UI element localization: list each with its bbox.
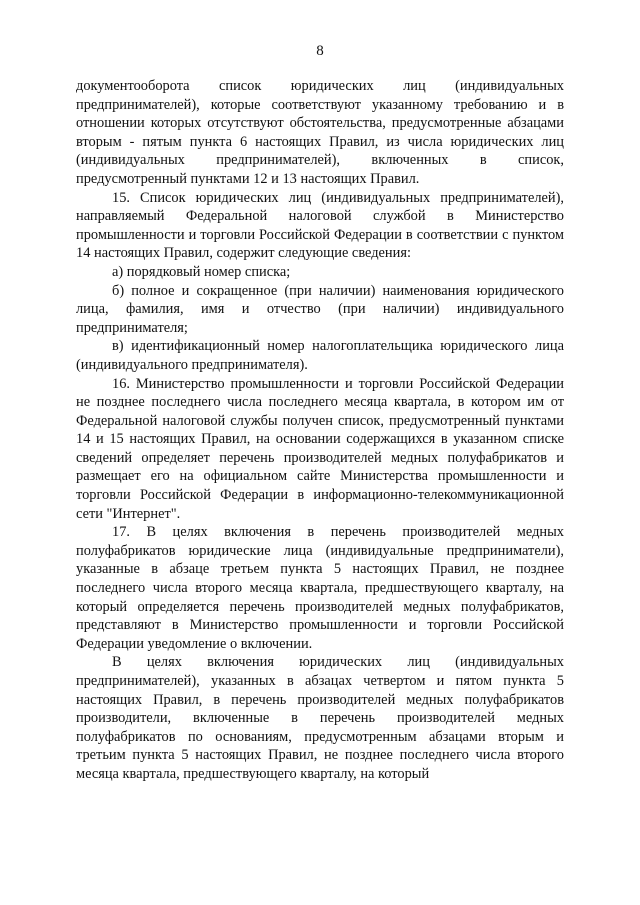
page-number: 8 — [316, 43, 324, 59]
paragraph-clause-15-a: а) порядковый номер списка; — [112, 263, 291, 280]
paragraph-clause-17-second: В целях включения юридических лиц (индивидуальных предпринимателей), указанных в абзацах четвертом и пятом пункта 5 настоящих Правил, в перечень производителей медных полуфабрикатов производители, включенные в перечень производителей медных полуфабрикатов по основаниям, предусмотренным абзацами вторым и третьим пункта 5 настоящих Правил, не позднее последнего числа второго месяца квартала, предшествующего кварталу, на который — [76, 654, 564, 782]
paragraph-clause-15-v: в) идентификационный номер налогоплательщика юридического лица (индивидуального предпринимателя). — [76, 338, 564, 373]
paragraph-clause-15: 15. Список юридических лиц (индивидуальных предпринимателей), направляемый Федеральной налоговой службой в Министерство промышленности и торговли Российской Федерации в соответствии с пунктом 14 настоящих Правил, содержит следующие сведения: — [76, 189, 564, 262]
paragraph-clause-17: 17. В целях включения в перечень производителей медных полуфабрикатов юридические лица (индивидуальные предприниматели), указанные в абзаце третьем пункта 5 настоящих Правил, не позднее последнего числа второго месяца квартала, предшествующего кварталу, на который определяется перечень производителей медных полуфабрикатов, представляют в Министерство промышленности и торговли Российской Федерации уведомление о включении. — [76, 524, 564, 652]
paragraph-clause-16: 16. Министерство промышленности и торговли Российской Федерации не позднее последнего числа последнего месяца квартала, в котором им от Федеральной налоговой службы получен список, предусмотренный пунктами 14 и 15 настоящих Правил, на основании содержащихся в указанном списке сведений определяет перечень производителей медных полуфабрикатов и размещает его на официальном сайте Министерства промышленности и торговли Российской Федерации в информационно-телекоммуникационной сети "Интернет". — [76, 375, 564, 522]
paragraph-continuation: документооборота список юридических лиц (индивидуальных предпринимателей), которые соответствуют указанному требованию и в отношении которых отсутствуют обстоятельства, предусмотренные абзацами вторым - пятым пункта 6 настоящих Правил, из числа юридических лиц (индивидуальных предпринимателей), включенных в список, предусмотренный пунктами 12 и 13 настоящих Правил. — [76, 78, 564, 187]
document-body — [76, 77, 564, 784]
paragraph-clause-15-b: б) полное и сокращенное (при наличии) наименования юридического лица, фамилия, имя и отчество (при наличии) индивидуального предпринимателя; — [76, 282, 564, 336]
